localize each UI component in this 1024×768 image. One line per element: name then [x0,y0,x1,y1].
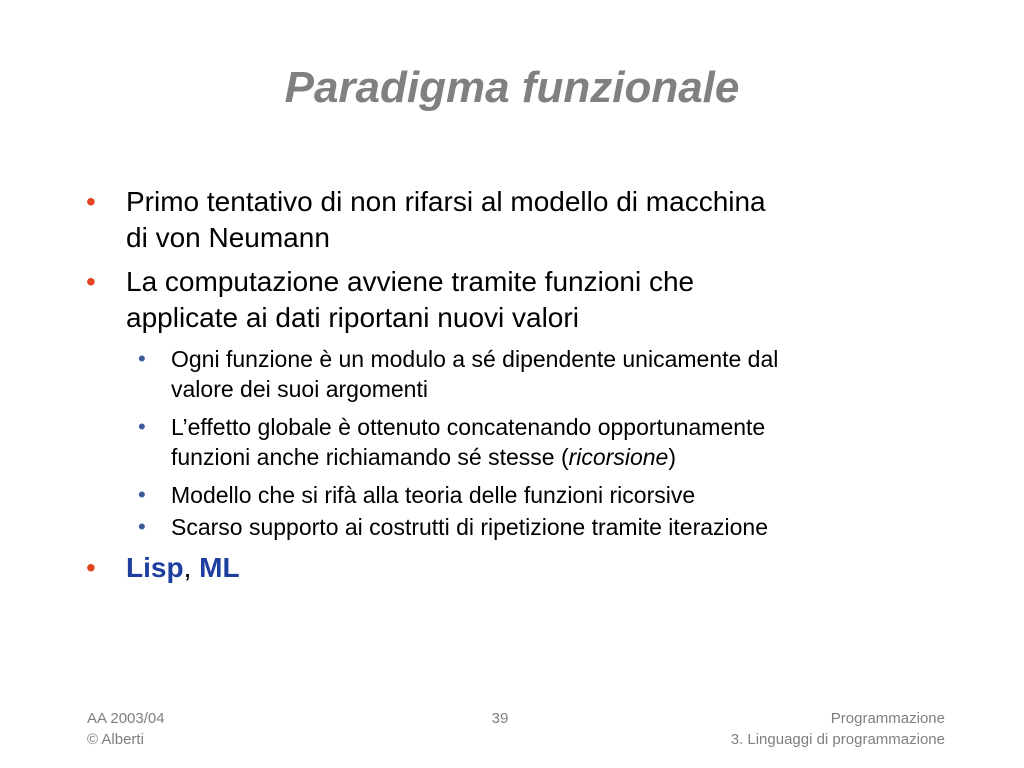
sub-bullet-text: ) [668,444,676,470]
sub-bullet-dot-icon: • [138,514,146,539]
sub-bullet-text-line: Scarso supporto ai costrutti di ripetizione tramite iterazione [171,514,769,540]
sub-bullet-text: funzioni anche richiamando sé stesse ( [171,444,569,470]
sub-bullet-dot-icon: • [138,482,146,507]
footer-chapter: 3. Linguaggi di programmazione [730,731,945,748]
sub-bullet-dot-icon: • [138,346,146,371]
footer-right [731,708,945,750]
sub-bullet-text-line: Ogni funzione è un modulo a sé dipendente unicamente dal [171,346,779,372]
bullet-text-line: applicate ai dati riportani nuovi valori [126,302,579,333]
bullet-text-line: di von Neumann [126,222,330,253]
sub-bullet-dot-icon: • [138,414,146,439]
sub-bullet-item [84,480,964,510]
sub-bullet-text-line: valore dei suoi argomenti [171,376,428,402]
sub-bullet-text-line [171,442,964,472]
sub-bullet-item [84,344,964,404]
bullet-item [84,264,964,336]
slide-content [84,184,964,594]
bullet-item [84,550,964,586]
bullet-item [84,184,964,256]
language-separator: , [183,552,200,583]
language-lisp: Lisp [126,552,184,583]
sub-bullet-item [84,412,964,472]
language-list [126,550,964,586]
slide-title: Paradigma funzionale [284,63,740,112]
bullet-dot-icon: • [86,552,96,583]
footer-author: © Alberti [87,731,144,748]
sub-bullet-text-line: L’effetto globale è ottenuto concatenando opportunamente [171,414,766,440]
sub-bullet-text-line: Modello che si rifà alla teoria delle funzioni ricorsive [171,482,696,508]
footer-academic-year: AA 2003/04 [87,710,165,727]
sub-bullet-item [84,512,964,542]
ricorsione-term: ricorsione [568,444,669,470]
bullet-dot-icon: • [86,186,96,217]
bullet-text-line: Primo tentativo di non rifarsi al modello di macchina [126,186,766,217]
footer-left [87,708,165,750]
bullet-text-line: La computazione avviene tramite funzioni che [126,266,695,297]
footer-page-number: 39 [491,710,509,727]
footer-course: Programmazione [830,710,945,727]
bullet-dot-icon: • [86,266,96,297]
language-ml: ML [199,552,240,583]
